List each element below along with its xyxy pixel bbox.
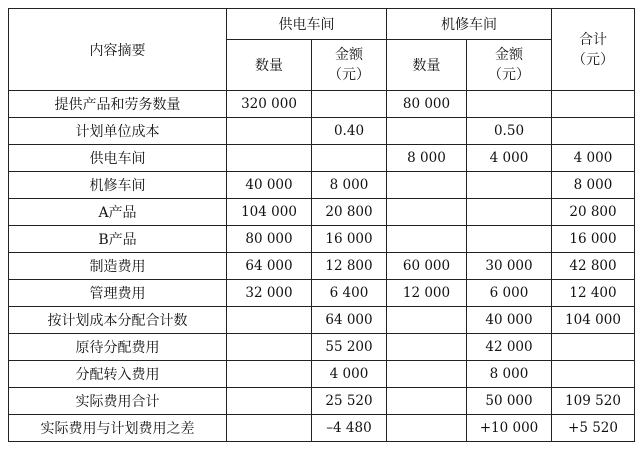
repair-amount-cell xyxy=(467,172,552,199)
repair-amount-cell: 8 000 xyxy=(467,361,552,388)
header-power-workshop: 供电车间 xyxy=(227,9,387,40)
row-label-cell: 分配转入费用 xyxy=(9,361,227,388)
power-amount-cell: 8 000 xyxy=(312,172,387,199)
repair-amount-cell: 6 000 xyxy=(467,280,552,307)
repair-amount-cell xyxy=(467,199,552,226)
row-label-cell: A产品 xyxy=(9,199,227,226)
total-cell: 109 520 xyxy=(552,388,635,415)
table-row xyxy=(9,253,635,280)
power-amount-cell: 4 000 xyxy=(312,361,387,388)
repair-qty-cell xyxy=(387,388,467,415)
power-amount-cell: 12 800 xyxy=(312,253,387,280)
table-row xyxy=(9,307,635,334)
table-row xyxy=(9,172,635,199)
row-label-cell: 提供产品和劳务数量 xyxy=(9,91,227,118)
table-row xyxy=(9,91,635,118)
row-label-cell: 实际费用与计划费用之差 xyxy=(9,415,227,442)
power-qty-cell xyxy=(227,145,312,172)
header-amount-line2: （元） xyxy=(328,67,370,83)
repair-qty-cell xyxy=(387,307,467,334)
table-header xyxy=(9,9,635,91)
total-cell: +5 520 xyxy=(552,415,635,442)
repair-qty-cell: 60 000 xyxy=(387,253,467,280)
header-total xyxy=(552,9,635,91)
repair-qty-cell xyxy=(387,415,467,442)
header-power-amount xyxy=(312,40,387,91)
repair-qty-cell: 8 000 xyxy=(387,145,467,172)
header-total-line2: （元） xyxy=(572,51,614,68)
header-power-qty: 数量 xyxy=(227,40,312,91)
power-qty-cell xyxy=(227,118,312,145)
row-label-cell: 制造费用 xyxy=(9,253,227,280)
power-amount-cell: 16 000 xyxy=(312,226,387,253)
header-amount-line2: （元） xyxy=(488,67,530,83)
power-amount-cell xyxy=(312,145,387,172)
table-row xyxy=(9,145,635,172)
total-cell: 16 000 xyxy=(552,226,635,253)
table-row xyxy=(9,199,635,226)
total-cell: 8 000 xyxy=(552,172,635,199)
repair-amount-cell xyxy=(467,226,552,253)
power-qty-cell: 40 000 xyxy=(227,172,312,199)
power-amount-cell: 55 200 xyxy=(312,334,387,361)
row-label-cell: 计划单位成本 xyxy=(9,118,227,145)
table-row xyxy=(9,388,635,415)
row-label-cell: B产品 xyxy=(9,226,227,253)
header-total-line1: 合计 xyxy=(579,31,607,48)
row-label-cell: 机修车间 xyxy=(9,172,227,199)
power-qty-cell xyxy=(227,415,312,442)
repair-amount-cell: 50 000 xyxy=(467,388,552,415)
table-body xyxy=(9,91,635,442)
table-row xyxy=(9,280,635,307)
header-amount-line1: 金额 xyxy=(495,47,523,63)
repair-qty-cell xyxy=(387,118,467,145)
row-label-cell: 实际费用合计 xyxy=(9,388,227,415)
power-qty-cell xyxy=(227,334,312,361)
total-cell xyxy=(552,334,635,361)
table-row xyxy=(9,361,635,388)
repair-amount-cell: 40 000 xyxy=(467,307,552,334)
cost-allocation-table xyxy=(8,8,635,442)
total-cell: 104 000 xyxy=(552,307,635,334)
power-amount-cell xyxy=(312,91,387,118)
repair-amount-cell: +10 000 xyxy=(467,415,552,442)
power-amount-cell: 0.40 xyxy=(312,118,387,145)
power-qty-cell xyxy=(227,388,312,415)
row-label-cell: 按计划成本分配合计数 xyxy=(9,307,227,334)
power-amount-cell: 20 800 xyxy=(312,199,387,226)
table-row xyxy=(9,118,635,145)
repair-qty-cell: 12 000 xyxy=(387,280,467,307)
power-qty-cell xyxy=(227,361,312,388)
header-repair-workshop: 机修车间 xyxy=(387,9,552,40)
total-cell: 12 400 xyxy=(552,280,635,307)
row-label-cell: 管理费用 xyxy=(9,280,227,307)
power-qty-cell: 32 000 xyxy=(227,280,312,307)
row-label-cell: 供电车间 xyxy=(9,145,227,172)
power-qty-cell: 80 000 xyxy=(227,226,312,253)
repair-qty-cell xyxy=(387,226,467,253)
power-amount-cell: 64 000 xyxy=(312,307,387,334)
repair-qty-cell xyxy=(387,199,467,226)
row-label-cell: 原待分配费用 xyxy=(9,334,227,361)
total-cell xyxy=(552,118,635,145)
table-row xyxy=(9,415,635,442)
power-amount-cell: 6 400 xyxy=(312,280,387,307)
total-cell: 20 800 xyxy=(552,199,635,226)
total-cell: 4 000 xyxy=(552,145,635,172)
repair-amount-cell xyxy=(467,91,552,118)
header-repair-amount xyxy=(467,40,552,91)
repair-qty-cell xyxy=(387,334,467,361)
power-amount-cell: 25 520 xyxy=(312,388,387,415)
total-cell: 42 800 xyxy=(552,253,635,280)
power-qty-cell: 64 000 xyxy=(227,253,312,280)
repair-amount-cell: 42 000 xyxy=(467,334,552,361)
repair-qty-cell xyxy=(387,361,467,388)
power-qty-cell: 104 000 xyxy=(227,199,312,226)
total-cell xyxy=(552,361,635,388)
total-cell xyxy=(552,91,635,118)
power-amount-cell: –4 480 xyxy=(312,415,387,442)
repair-amount-cell: 0.50 xyxy=(467,118,552,145)
repair-qty-cell: 80 000 xyxy=(387,91,467,118)
header-repair-qty: 数量 xyxy=(387,40,467,91)
repair-amount-cell: 4 000 xyxy=(467,145,552,172)
repair-qty-cell xyxy=(387,172,467,199)
header-amount-line1: 金额 xyxy=(335,47,363,63)
power-qty-cell: 320 000 xyxy=(227,91,312,118)
repair-amount-cell: 30 000 xyxy=(467,253,552,280)
table-row xyxy=(9,334,635,361)
header-summary: 内容摘要 xyxy=(9,9,227,91)
table-row xyxy=(9,226,635,253)
power-qty-cell xyxy=(227,307,312,334)
